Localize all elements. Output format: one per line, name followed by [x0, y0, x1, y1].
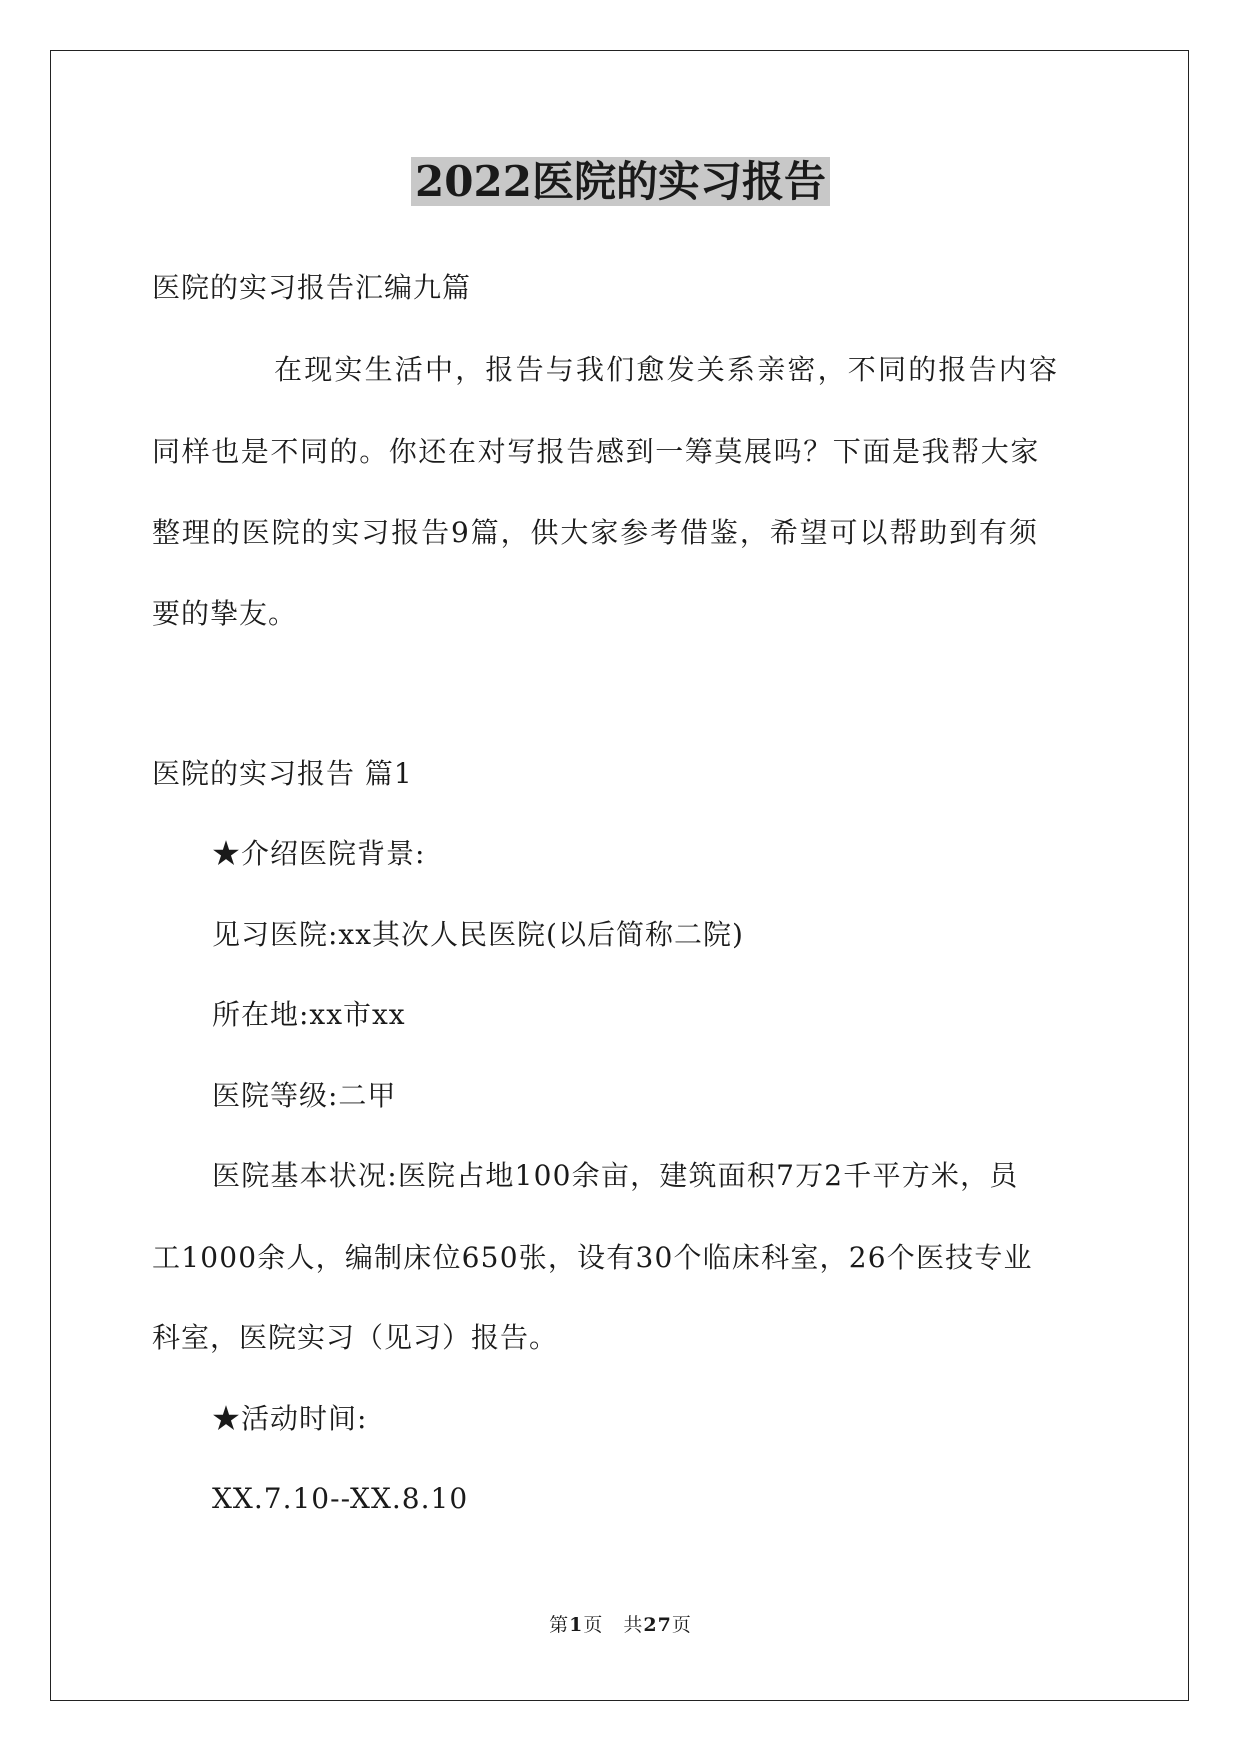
intro-line-2: 同样也是不同的。你还在对写报告感到一筹莫展吗？下面是我帮大家	[152, 435, 1041, 468]
document-subtitle: 医院的实习报告汇编九篇	[152, 271, 472, 304]
page-mid: 页 共	[583, 1614, 644, 1636]
hospital-location: 所在地:xx市xx	[212, 998, 406, 1031]
document-title-text: 2022医院的实习报告	[411, 157, 830, 206]
time-heading: ★活动时间:	[212, 1402, 368, 1435]
intro-line-3: 整理的医院的实习报告9篇，供大家参考借鉴，希望可以帮助到有须	[152, 516, 1039, 549]
section-heading: 医院的实习报告 篇1	[152, 757, 413, 790]
hospital-grade: 医院等级:二甲	[212, 1079, 397, 1112]
page-footer	[0, 1612, 1241, 1638]
document-title	[0, 150, 1241, 214]
intro-line-4: 要的挚友。	[152, 597, 298, 630]
background-heading: ★介绍医院背景:	[212, 837, 426, 870]
page-total: 27	[643, 1614, 672, 1636]
basic-info-line-2: 工1000余人，编制床位650张，设有30个临床科室，26个医技专业	[152, 1241, 1033, 1274]
page-prefix: 第	[549, 1614, 570, 1636]
page-current: 1	[569, 1614, 584, 1636]
page-suffix: 页	[671, 1614, 692, 1636]
time-value: XX.7.10--XX.8.10	[212, 1482, 469, 1515]
hospital-name: 见习医院:xx其次人民医院(以后简称二院)	[212, 918, 744, 951]
intro-line-1: 在现实生活中，报告与我们愈发关系亲密，不同的报告内容	[274, 353, 1060, 386]
basic-info-line-3: 科室，医院实习（见习）报告。	[152, 1321, 559, 1354]
basic-info-line-1: 医院基本状况:医院占地100余亩，建筑面积7万2千平方米，员	[212, 1159, 1019, 1192]
